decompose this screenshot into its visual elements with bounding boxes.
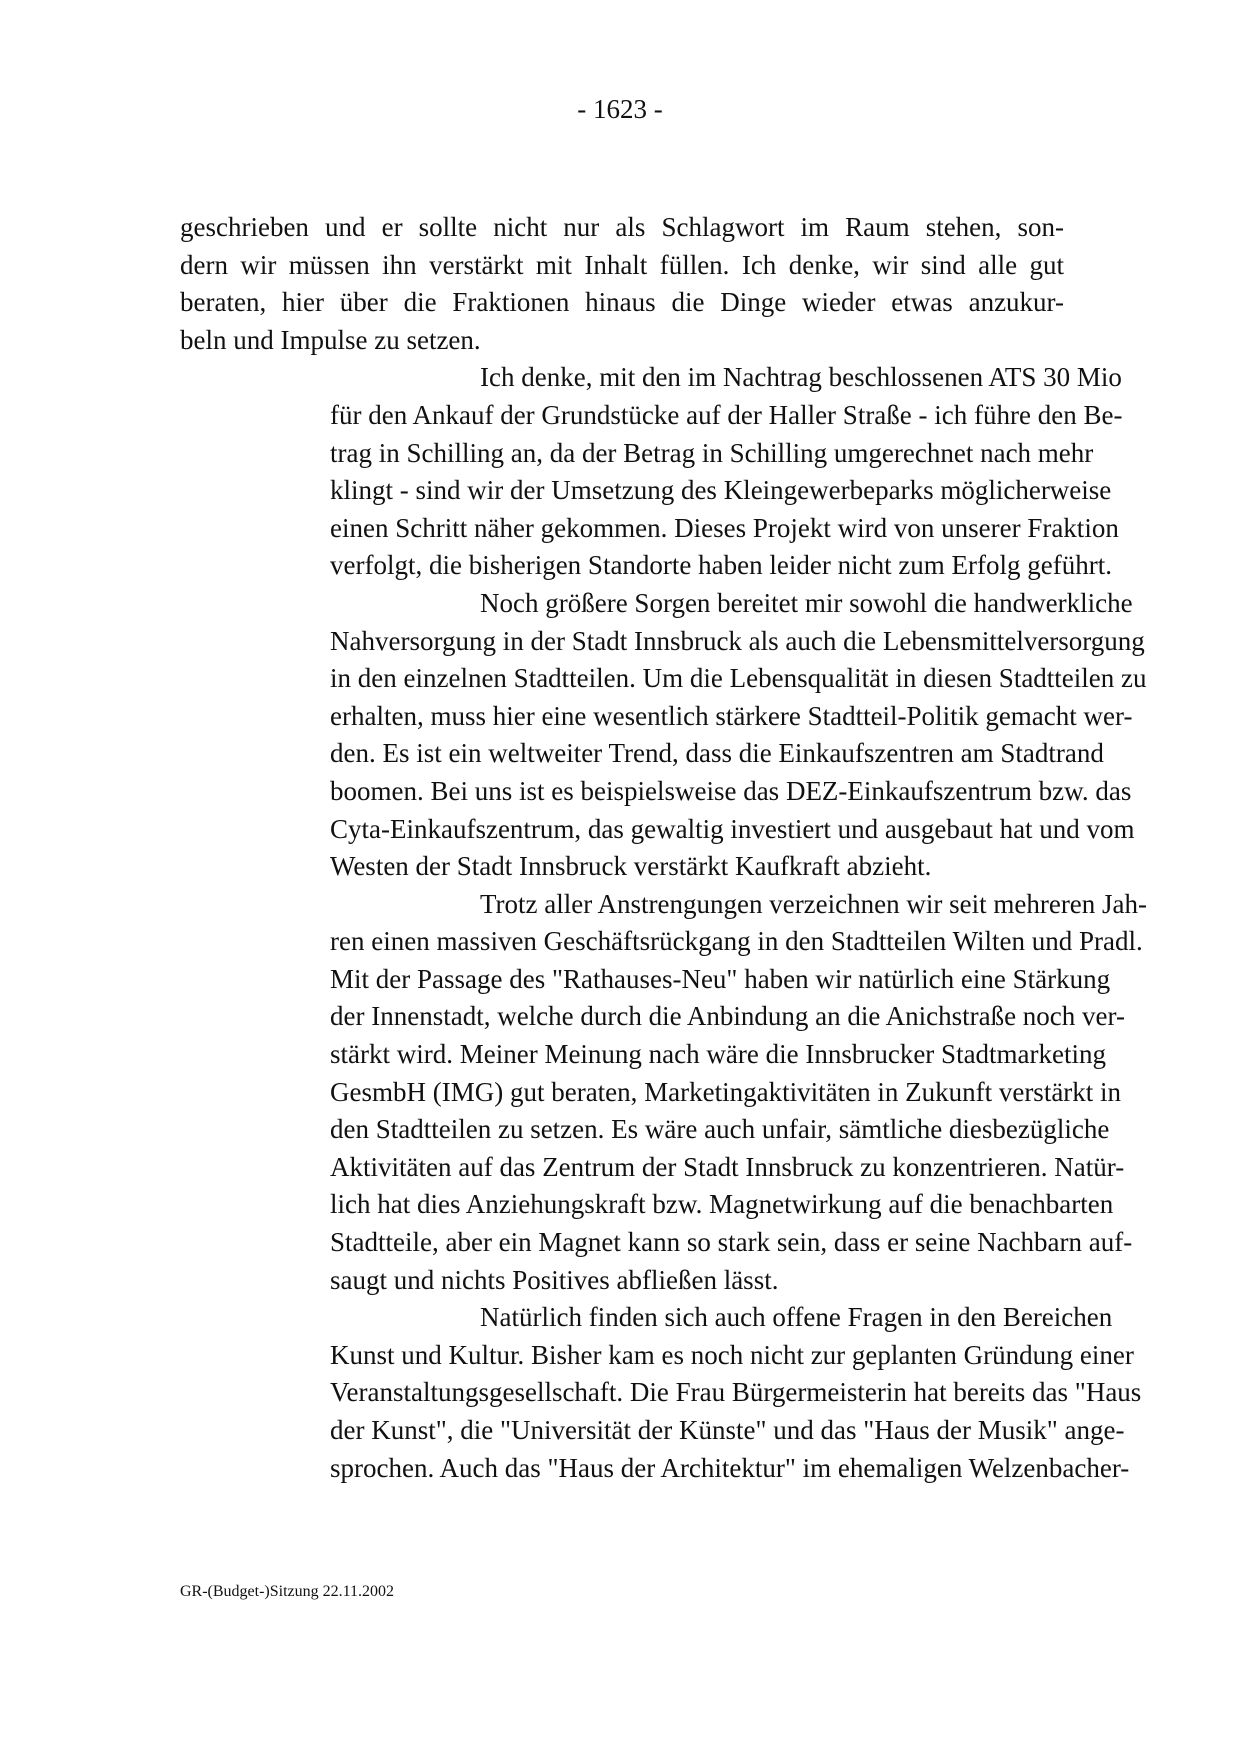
page-number: - 1623 - [577,94,663,124]
text-line: der Innenstadt, welche durch die Anbindung an die Anichstraße noch ver- [330,1001,1125,1032]
text-line: Noch größere Sorgen bereitet mir sowohl die handwerkliche [480,587,1133,618]
body-paragraph [180,209,1064,359]
text-line: beraten, hier über die Fraktionen hinaus die Dinge wieder etwas anzukur- [180,287,1064,318]
text-line: ren einen massiven Geschäftsrückgang in den Stadtteilen Wilten und Pradl. [330,926,1143,957]
body-paragraph [180,1299,1142,1487]
body-paragraph [180,886,1148,1300]
text-line: klingt - sind wir der Umsetzung des Kleingewerbeparks möglicherweise [330,475,1112,506]
text-line: für den Ankauf der Grundstücke auf der Haller Straße - ich führe den Be- [330,399,1123,430]
text-line: Kunst und Kultur. Bisher kam es noch nicht zur geplanten Gründung einer [330,1339,1134,1370]
text-line: Cyta-Einkaufszentrum, das gewaltig investiert und ausgebaut hat und vom [330,813,1135,844]
text-line: Aktivitäten auf das Zentrum der Stadt Innsbruck zu konzentrieren. Natür- [330,1151,1125,1182]
text-line: geschrieben und er sollte nicht nur als Schlagwort im Raum stehen, son- [180,212,1064,242]
text-line: boomen. Bei uns ist es beispielsweise das DEZ-Einkaufszentrum bzw. das [330,775,1132,806]
text-line: trag in Schilling an, da der Betrag in Schilling umgerechnet nach mehr [330,437,1094,468]
text-line: beln und Impulse zu setzen. [180,324,481,355]
text-line: Natürlich finden sich auch offene Fragen in den Bereichen [480,1302,1113,1333]
text-line: stärkt wird. Meiner Meinung nach wäre die Innsbrucker Stadtmarketing [330,1039,1107,1070]
text-line: Veranstaltungsgesellschaft. Die Frau Bürgermeisterin hat bereits das "Haus [330,1377,1142,1408]
text-line: saugt und nichts Positives abfließen lässt. [330,1264,779,1295]
text-line: Trotz aller Anstrengungen verzeichnen wir seit mehreren Jah- [480,888,1148,919]
text-line: einen Schritt näher gekommen. Dieses Projekt wird von unserer Fraktion [330,512,1119,543]
text-line: Nahversorgung in der Stadt Innsbruck als auch die Lebensmittelversorgung [330,625,1145,656]
body-paragraph [180,585,1147,886]
text-line: den Stadtteilen zu setzen. Es wäre auch unfair, sämtliche diesbezügliche [330,1114,1110,1145]
text-line: Mit der Passage des "Rathauses-Neu" haben wir natürlich eine Stärkung [330,963,1111,994]
text-line: den. Es ist ein weltweiter Trend, dass die Einkaufszentren am Stadtrand [330,738,1104,769]
text-line: verfolgt, die bisherigen Standorte haben leider nicht zum Erfolg geführt. [330,550,1112,581]
text-line: Westen der Stadt Innsbruck verstärkt Kaufkraft abzieht. [330,851,932,882]
text-line: der Kunst", die "Universität der Künste" und das "Haus der Musik" ange- [330,1415,1125,1445]
text-line: in den einzelnen Stadtteilen. Um die Lebensqualität in diesen Stadtteilen zu [330,663,1147,694]
text-line: Ich denke, mit den im Nachtrag beschlossenen ATS 30 Mio [480,362,1122,393]
text-line: erhalten, muss hier eine wesentlich stärkere Stadtteil-Politik gemacht wer- [330,700,1133,731]
text-line: sprochen. Auch das "Haus der Architektur" im ehemaligen Welzenbacher- [330,1452,1130,1483]
page-footer: GR-(Budget-)Sitzung 22.11.2002 [180,1583,395,1600]
text-line: GesmbH (IMG) gut beraten, Marketingaktivitäten in Zukunft verstärkt in [330,1076,1122,1107]
text-line: dern wir müssen ihn verstärkt mit Inhalt füllen. Ich denke, wir sind alle gut [180,249,1064,280]
text-line: Stadtteile, aber ein Magnet kann so stark sein, dass er seine Nachbarn auf- [330,1227,1133,1258]
text-line: lich hat dies Anziehungskraft bzw. Magnetwirkung auf die benachbarten [330,1189,1114,1220]
body-paragraph [180,359,1123,585]
document-body [180,209,1148,1487]
